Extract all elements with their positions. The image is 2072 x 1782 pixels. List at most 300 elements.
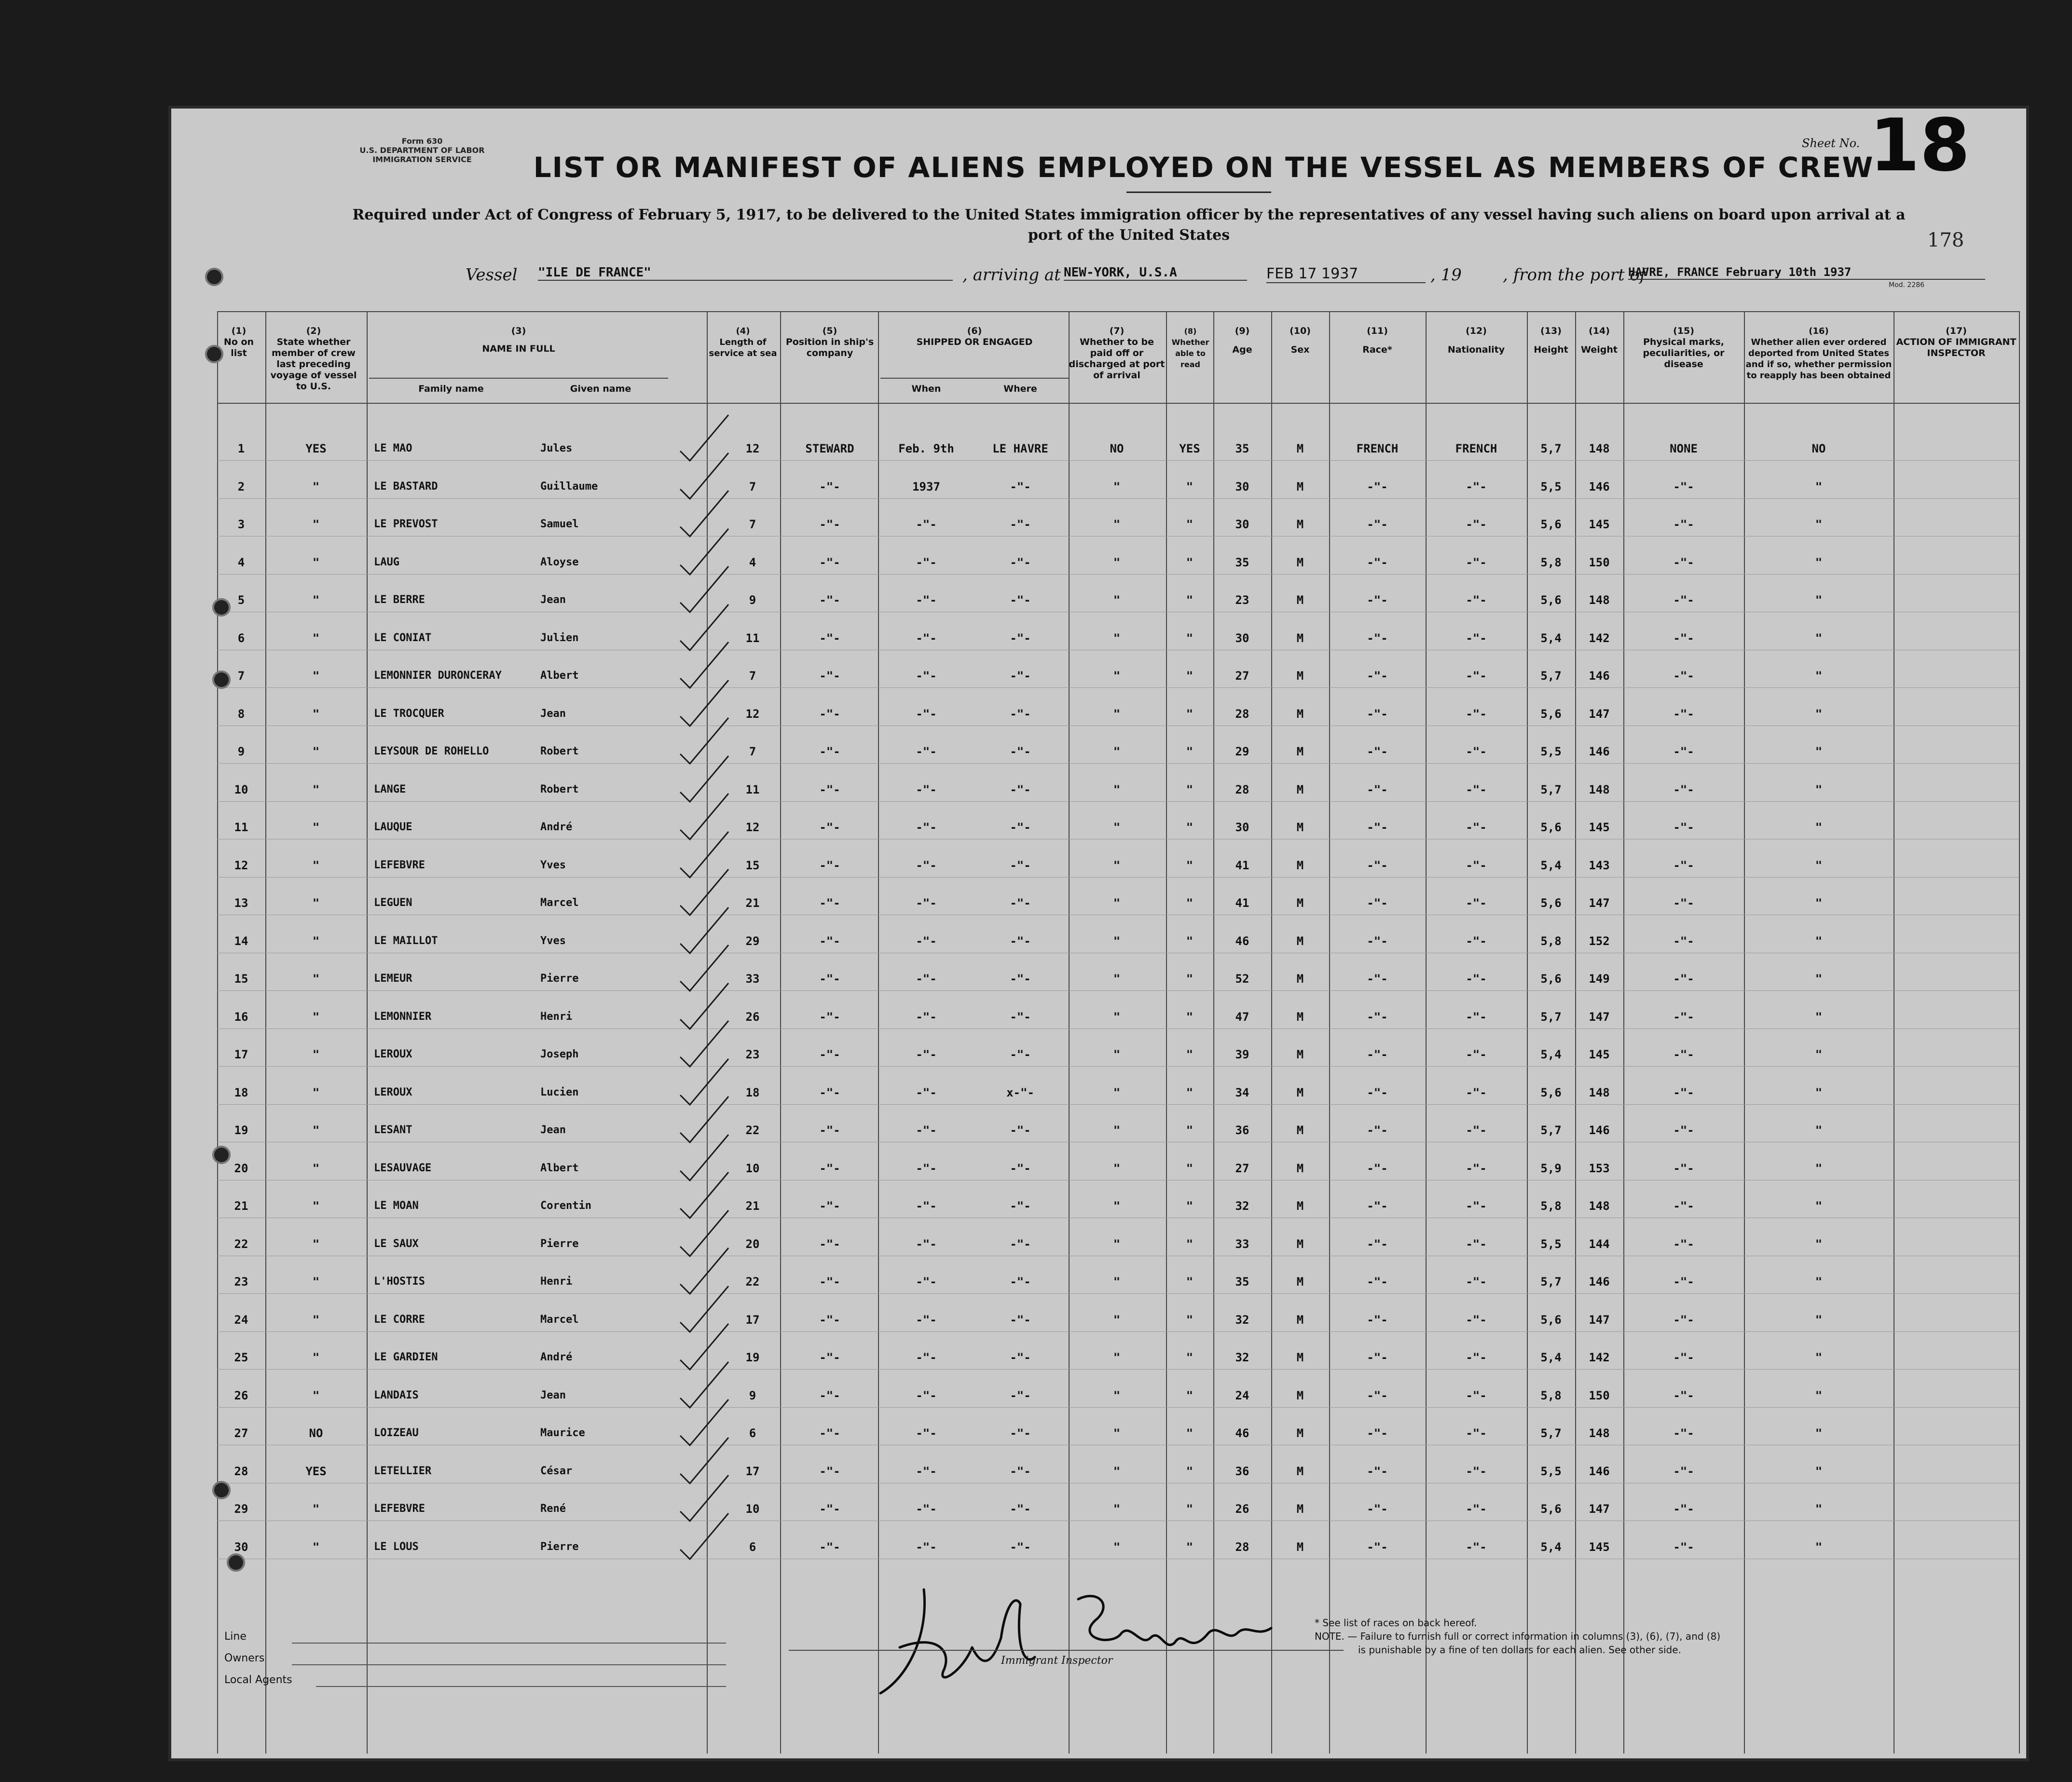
row-nat: -"- [1466, 1237, 1487, 1251]
row-no: 7 [237, 669, 245, 683]
row-where: -"- [1010, 1465, 1031, 1478]
row-rule [217, 1407, 2019, 1408]
row-height: 5,7 [1540, 442, 1562, 455]
row-race: -"- [1367, 593, 1388, 607]
row-nat: -"- [1466, 1199, 1487, 1213]
punch-hole [212, 598, 231, 617]
row-position: -"- [819, 669, 840, 683]
row-service: 11 [745, 631, 760, 645]
row-paid: " [1113, 1389, 1121, 1402]
row-family: LE BERRE [374, 594, 425, 606]
row-age: 32 [1235, 1199, 1249, 1213]
row-deported: " [1815, 556, 1823, 569]
row-family: LE PREVOST [374, 518, 438, 530]
row-position: -"- [819, 783, 840, 796]
row-height: 5,7 [1540, 1010, 1562, 1024]
row-when: -"- [916, 1048, 937, 1061]
row-read: " [1186, 1086, 1194, 1099]
row-sex: M [1296, 556, 1304, 569]
row-prev: " [312, 480, 320, 493]
row-given: Corentin [540, 1200, 591, 1212]
row-given: André [540, 1351, 573, 1363]
row-service: 7 [749, 480, 756, 493]
row-marks: -"- [1673, 1389, 1694, 1402]
row-weight: 150 [1589, 556, 1610, 569]
row-marks: -"- [1673, 1502, 1694, 1516]
row-weight: 143 [1589, 859, 1610, 872]
row-sex: M [1296, 1426, 1304, 1440]
row-race: -"- [1367, 1502, 1388, 1516]
row-deported: " [1815, 1275, 1823, 1289]
row-height: 5,6 [1540, 518, 1562, 531]
row-weight: 149 [1589, 972, 1610, 986]
row-no: 18 [234, 1086, 248, 1099]
row-when: -"- [916, 1540, 937, 1554]
row-where: -"- [1010, 1237, 1031, 1251]
row-deported: " [1815, 1086, 1823, 1099]
row-race: -"- [1367, 859, 1388, 872]
row-height: 5,5 [1540, 745, 1562, 758]
col-head-5: (5) Position in ship's company [785, 326, 874, 358]
punch-hole [205, 268, 223, 286]
row-height: 5,8 [1540, 1389, 1562, 1402]
row-rule [217, 801, 2019, 802]
row-position: -"- [819, 593, 840, 607]
row-service: 11 [745, 783, 760, 796]
row-race: -"- [1367, 1048, 1388, 1061]
row-given: Yves [540, 935, 566, 947]
row-age: 41 [1235, 859, 1249, 872]
row-given: Joseph [540, 1048, 579, 1060]
row-age: 39 [1235, 1048, 1249, 1061]
row-read: " [1186, 556, 1194, 569]
row-race: -"- [1367, 1199, 1388, 1213]
row-race: FRENCH [1356, 442, 1399, 455]
row-position: -"- [819, 1275, 840, 1289]
row-race: -"- [1367, 783, 1388, 796]
row-no: 27 [234, 1426, 248, 1440]
col-head-8: (8) Whether able to read [1171, 327, 1209, 369]
signature-rule [789, 1650, 1344, 1651]
row-sex: M [1296, 783, 1304, 796]
row-service: 7 [749, 745, 756, 758]
departure-port: HAVRE, FRANCE February 10th 1937 [1628, 265, 1985, 280]
row-prev: " [312, 1275, 320, 1289]
row-weight: 146 [1589, 1275, 1610, 1289]
row-sex: M [1296, 518, 1304, 531]
row-race: -"- [1367, 1010, 1388, 1024]
row-position: -"- [819, 972, 840, 986]
row-where: -"- [1010, 783, 1031, 796]
manifest-sheet [171, 104, 2026, 1758]
row-family: LEMONNIER [374, 1011, 432, 1023]
row-no: 20 [234, 1162, 248, 1175]
row-no: 13 [234, 896, 248, 910]
row-race: -"- [1367, 1086, 1388, 1099]
col-head-4: (4) Length of service at sea [709, 326, 777, 358]
row-when: -"- [916, 972, 937, 986]
row-age: 35 [1235, 556, 1249, 569]
row-age: 28 [1235, 707, 1249, 721]
col-head-17: (17) ACTION OF IMMIGRANT INSPECTOR [1896, 326, 2017, 358]
column-rule [780, 311, 781, 1754]
row-prev: " [312, 783, 320, 796]
row-family: LAUG [374, 556, 399, 568]
row-paid: " [1113, 1199, 1121, 1213]
row-marks: -"- [1673, 821, 1694, 834]
row-read: " [1186, 1199, 1194, 1213]
row-where: -"- [1010, 1162, 1031, 1175]
row-no: 5 [237, 593, 245, 607]
row-rule [217, 1104, 2019, 1105]
col-head-16: (16) Whether alien ever ordered deported from United States and if so, whether permission to reapply has been obtained [1745, 326, 1892, 381]
row-height: 5,5 [1540, 1237, 1562, 1251]
row-prev: NO [309, 1426, 323, 1440]
row-marks: -"- [1673, 631, 1694, 645]
row-given: Pierre [540, 973, 579, 985]
row-service: 6 [749, 1540, 756, 1554]
note-label: NOTE. [1315, 1631, 1345, 1642]
row-deported: " [1815, 593, 1823, 607]
row-given: Maurice [540, 1427, 585, 1439]
row-rule [217, 1369, 2019, 1370]
row-prev: " [312, 1237, 320, 1251]
row-age: 27 [1235, 1162, 1249, 1175]
row-height: 5,6 [1540, 821, 1562, 834]
row-age: 30 [1235, 518, 1249, 531]
row-sex: M [1296, 896, 1304, 910]
row-given: Aloyse [540, 556, 579, 568]
row-service: 15 [745, 859, 760, 872]
row-no: 23 [234, 1275, 248, 1289]
row-marks: -"- [1673, 1086, 1694, 1099]
row-marks: -"- [1673, 1313, 1694, 1327]
row-where: -"- [1010, 1313, 1031, 1327]
row-marks: -"- [1673, 1199, 1694, 1213]
punch-hole [205, 345, 223, 363]
row-position: -"- [819, 859, 840, 872]
row-paid: " [1113, 1010, 1121, 1024]
row-paid: " [1113, 1351, 1121, 1364]
row-given: René [540, 1503, 566, 1515]
year-label: , 19 [1430, 265, 1462, 285]
column-rule [367, 311, 368, 1754]
row-age: 46 [1235, 934, 1249, 948]
row-race: -"- [1367, 1162, 1388, 1175]
inspector-signature [871, 1575, 1324, 1700]
row-rule [217, 498, 2019, 499]
row-age: 29 [1235, 745, 1249, 758]
row-marks: -"- [1673, 1465, 1694, 1478]
row-marks: -"- [1673, 707, 1694, 721]
row-race: -"- [1367, 518, 1388, 531]
col-head-1: (1) No on list [223, 326, 254, 358]
row-paid: " [1113, 821, 1121, 834]
row-rule [217, 1028, 2019, 1029]
footer-line-label: Line [224, 1631, 247, 1643]
row-given: Pierre [540, 1541, 579, 1553]
row-deported: " [1815, 972, 1823, 986]
row-family: LE TROCQUER [374, 708, 444, 720]
subhead-where: Where [1003, 384, 1037, 394]
row-where: -"- [1010, 1048, 1031, 1061]
row-prev: " [312, 821, 320, 834]
row-sex: M [1296, 1540, 1304, 1554]
row-rule [217, 574, 2019, 575]
form-number: Form 630 [401, 137, 443, 146]
row-paid: " [1113, 934, 1121, 948]
row-position: -"- [819, 631, 840, 645]
row-marks: -"- [1673, 1351, 1694, 1364]
sheet-label: Sheet No. [1802, 137, 1860, 150]
row-no: 15 [234, 972, 248, 986]
row-rule [217, 763, 2019, 764]
row-sex: M [1296, 631, 1304, 645]
row-where: -"- [1010, 1426, 1031, 1440]
row-nat: -"- [1466, 1086, 1487, 1099]
row-deported: " [1815, 1124, 1823, 1137]
row-when: -"- [916, 1502, 937, 1516]
row-position: -"- [819, 1048, 840, 1061]
row-sex: M [1296, 859, 1304, 872]
row-no: 30 [234, 1540, 248, 1554]
row-height: 5,7 [1540, 1275, 1562, 1289]
footer-rule-1 [292, 1643, 726, 1644]
row-paid: " [1113, 896, 1121, 910]
row-prev: " [312, 1313, 320, 1327]
row-sex: M [1296, 821, 1304, 834]
row-marks: -"- [1673, 1048, 1694, 1061]
row-race: -"- [1367, 1237, 1388, 1251]
row-nat: -"- [1466, 745, 1487, 758]
subhead-when: When [911, 384, 941, 394]
row-where: -"- [1010, 1502, 1031, 1516]
inspector-label: Immigrant Inspector [1001, 1655, 1113, 1667]
row-read: " [1186, 1162, 1194, 1175]
row-given: Henri [540, 1275, 573, 1288]
row-age: 41 [1235, 896, 1249, 910]
col-head-10: (10) Sex [1290, 326, 1311, 355]
row-family: LAUQUE [374, 821, 412, 833]
row-where: -"- [1010, 859, 1031, 872]
mod-number: Mod. 2286 [1889, 281, 1925, 289]
row-service: 12 [745, 442, 760, 455]
row-nat: -"- [1466, 631, 1487, 645]
row-read: " [1186, 1465, 1194, 1478]
race-footnote: * See list of races on back hereof. [1315, 1617, 1477, 1629]
checkmark-icon [675, 1511, 733, 1564]
row-family: LE SAUX [374, 1238, 419, 1250]
row-age: 23 [1235, 593, 1249, 607]
row-nat: -"- [1466, 1275, 1487, 1289]
row-age: 28 [1235, 1540, 1249, 1554]
row-marks: -"- [1673, 556, 1694, 569]
row-rule [217, 1066, 2019, 1067]
row-position: -"- [819, 934, 840, 948]
row-rule [217, 687, 2019, 688]
row-family: LEROUX [374, 1086, 412, 1098]
row-race: -"- [1367, 556, 1388, 569]
row-position: -"- [819, 1162, 840, 1175]
row-rule [217, 1293, 2019, 1294]
row-race: -"- [1367, 1465, 1388, 1478]
row-sex: M [1296, 1199, 1304, 1213]
row-read: " [1186, 783, 1194, 796]
row-marks: -"- [1673, 783, 1694, 796]
row-given: Jean [540, 1389, 566, 1401]
handwritten-number: 178 [1927, 229, 1964, 251]
row-nat: -"- [1466, 1048, 1487, 1061]
footer-owners-label: Owners [224, 1652, 265, 1664]
row-no: 8 [237, 707, 245, 721]
row-family: L'HOSTIS [374, 1275, 425, 1288]
row-height: 5,7 [1540, 783, 1562, 796]
table-top-rule [217, 311, 2019, 312]
row-weight: 147 [1589, 896, 1610, 910]
row-prev: " [312, 518, 320, 531]
punch-hole [212, 1146, 231, 1164]
row-age: 30 [1235, 631, 1249, 645]
row-when: -"- [916, 669, 937, 683]
row-nat: -"- [1466, 480, 1487, 493]
row-position: -"- [819, 821, 840, 834]
row-read: " [1186, 1351, 1194, 1364]
row-paid: " [1113, 631, 1121, 645]
row-height: 5,6 [1540, 593, 1562, 607]
row-nat: -"- [1466, 1389, 1487, 1402]
column-rule [878, 311, 879, 1754]
row-no: 4 [237, 556, 245, 569]
row-no: 25 [234, 1351, 248, 1364]
row-sex: M [1296, 1351, 1304, 1364]
row-weight: 142 [1589, 631, 1610, 645]
row-where: -"- [1010, 896, 1031, 910]
row-read: " [1186, 1389, 1194, 1402]
row-height: 5,8 [1540, 934, 1562, 948]
row-read: " [1186, 972, 1194, 986]
row-weight: 145 [1589, 821, 1610, 834]
row-when: -"- [916, 707, 937, 721]
requirement-line-1: Required under Act of Congress of February 5, 1917, to be delivered to the United States immigration officer by the representatives of any vessel having such aliens on board upon arrival at a [352, 206, 1906, 223]
row-height: 5,6 [1540, 972, 1562, 986]
row-prev: " [312, 972, 320, 986]
row-height: 5,4 [1540, 1048, 1562, 1061]
row-nat: -"- [1466, 821, 1487, 834]
row-no: 12 [234, 859, 248, 872]
row-prev: " [312, 1351, 320, 1364]
row-given: André [540, 821, 573, 833]
row-nat: -"- [1466, 1010, 1487, 1024]
row-paid: NO [1110, 442, 1124, 455]
row-service: 19 [745, 1351, 760, 1364]
row-deported: " [1815, 1465, 1823, 1478]
row-no: 2 [237, 480, 245, 493]
row-marks: -"- [1673, 896, 1694, 910]
row-race: -"- [1367, 631, 1388, 645]
row-race: -"- [1367, 1313, 1388, 1327]
row-weight: 147 [1589, 1010, 1610, 1024]
row-height: 5,9 [1540, 1162, 1562, 1175]
subhead-given-name: Given name [570, 384, 631, 394]
arrival-port: NEW-YORK, U.S.A [1064, 265, 1247, 281]
row-weight: 148 [1589, 1426, 1610, 1440]
row-where: LE HAVRE [992, 442, 1048, 455]
row-rule [217, 1331, 2019, 1332]
row-family: LEMEUR [374, 973, 412, 985]
row-weight: 144 [1589, 1237, 1610, 1251]
row-read: " [1186, 1502, 1194, 1516]
row-given: Pierre [540, 1238, 579, 1250]
row-read: " [1186, 518, 1194, 531]
col-head-15: (15) Physical marks, peculiarities, or disease [1643, 326, 1725, 370]
row-family: LOIZEAU [374, 1427, 419, 1439]
row-service: 17 [745, 1465, 760, 1478]
col-head-3: (3) NAME IN FULL [482, 326, 555, 354]
row-position: -"- [819, 1237, 840, 1251]
row-given: Julien [540, 632, 579, 644]
sheet-number: 18 [1869, 104, 1970, 188]
arrival-date-stamp: FEB 17 1937 [1266, 265, 1426, 283]
row-race: -"- [1367, 1389, 1388, 1402]
row-where: -"- [1010, 821, 1031, 834]
row-sex: M [1296, 1275, 1304, 1289]
page-title: LIST OR MANIFEST OF ALIENS EMPLOYED ON THE VESSEL AS MEMBERS OF CREW [533, 151, 1874, 184]
row-weight: 148 [1589, 1199, 1610, 1213]
row-when: -"- [916, 556, 937, 569]
row-where: -"- [1010, 480, 1031, 493]
row-given: Yves [540, 859, 566, 871]
row-when: -"- [916, 783, 937, 796]
requirement-line-2: port of the United States [1028, 227, 1230, 244]
row-weight: 147 [1589, 1502, 1610, 1516]
row-nat: -"- [1466, 1426, 1487, 1440]
row-read: " [1186, 593, 1194, 607]
row-nat: -"- [1466, 859, 1487, 872]
row-weight: 147 [1589, 1313, 1610, 1327]
row-where: -"- [1010, 1275, 1031, 1289]
row-no: 28 [234, 1465, 248, 1478]
row-prev: " [312, 1540, 320, 1554]
row-deported: " [1815, 896, 1823, 910]
row-when: Feb. 9th [898, 442, 954, 455]
row-age: 32 [1235, 1351, 1249, 1364]
row-race: -"- [1367, 707, 1388, 721]
row-marks: -"- [1673, 1540, 1694, 1554]
row-where: -"- [1010, 1389, 1031, 1402]
row-height: 5,4 [1540, 859, 1562, 872]
row-sex: M [1296, 442, 1304, 455]
row-deported: " [1815, 1426, 1823, 1440]
row-weight: 145 [1589, 518, 1610, 531]
header-bottom-rule [217, 403, 2019, 404]
row-sex: M [1296, 707, 1304, 721]
row-age: 52 [1235, 972, 1249, 986]
row-height: 5,4 [1540, 631, 1562, 645]
row-given: Jules [540, 442, 573, 454]
row-when: -"- [916, 1426, 937, 1440]
row-marks: -"- [1673, 745, 1694, 758]
row-position: -"- [819, 745, 840, 758]
row-position: -"- [819, 480, 840, 493]
row-nat: -"- [1466, 896, 1487, 910]
row-weight: 152 [1589, 934, 1610, 948]
row-race: -"- [1367, 480, 1388, 493]
row-given: Henri [540, 1011, 573, 1023]
row-nat: -"- [1466, 783, 1487, 796]
row-service: 20 [745, 1237, 760, 1251]
row-read: " [1186, 1010, 1194, 1024]
row-height: 5,7 [1540, 669, 1562, 683]
